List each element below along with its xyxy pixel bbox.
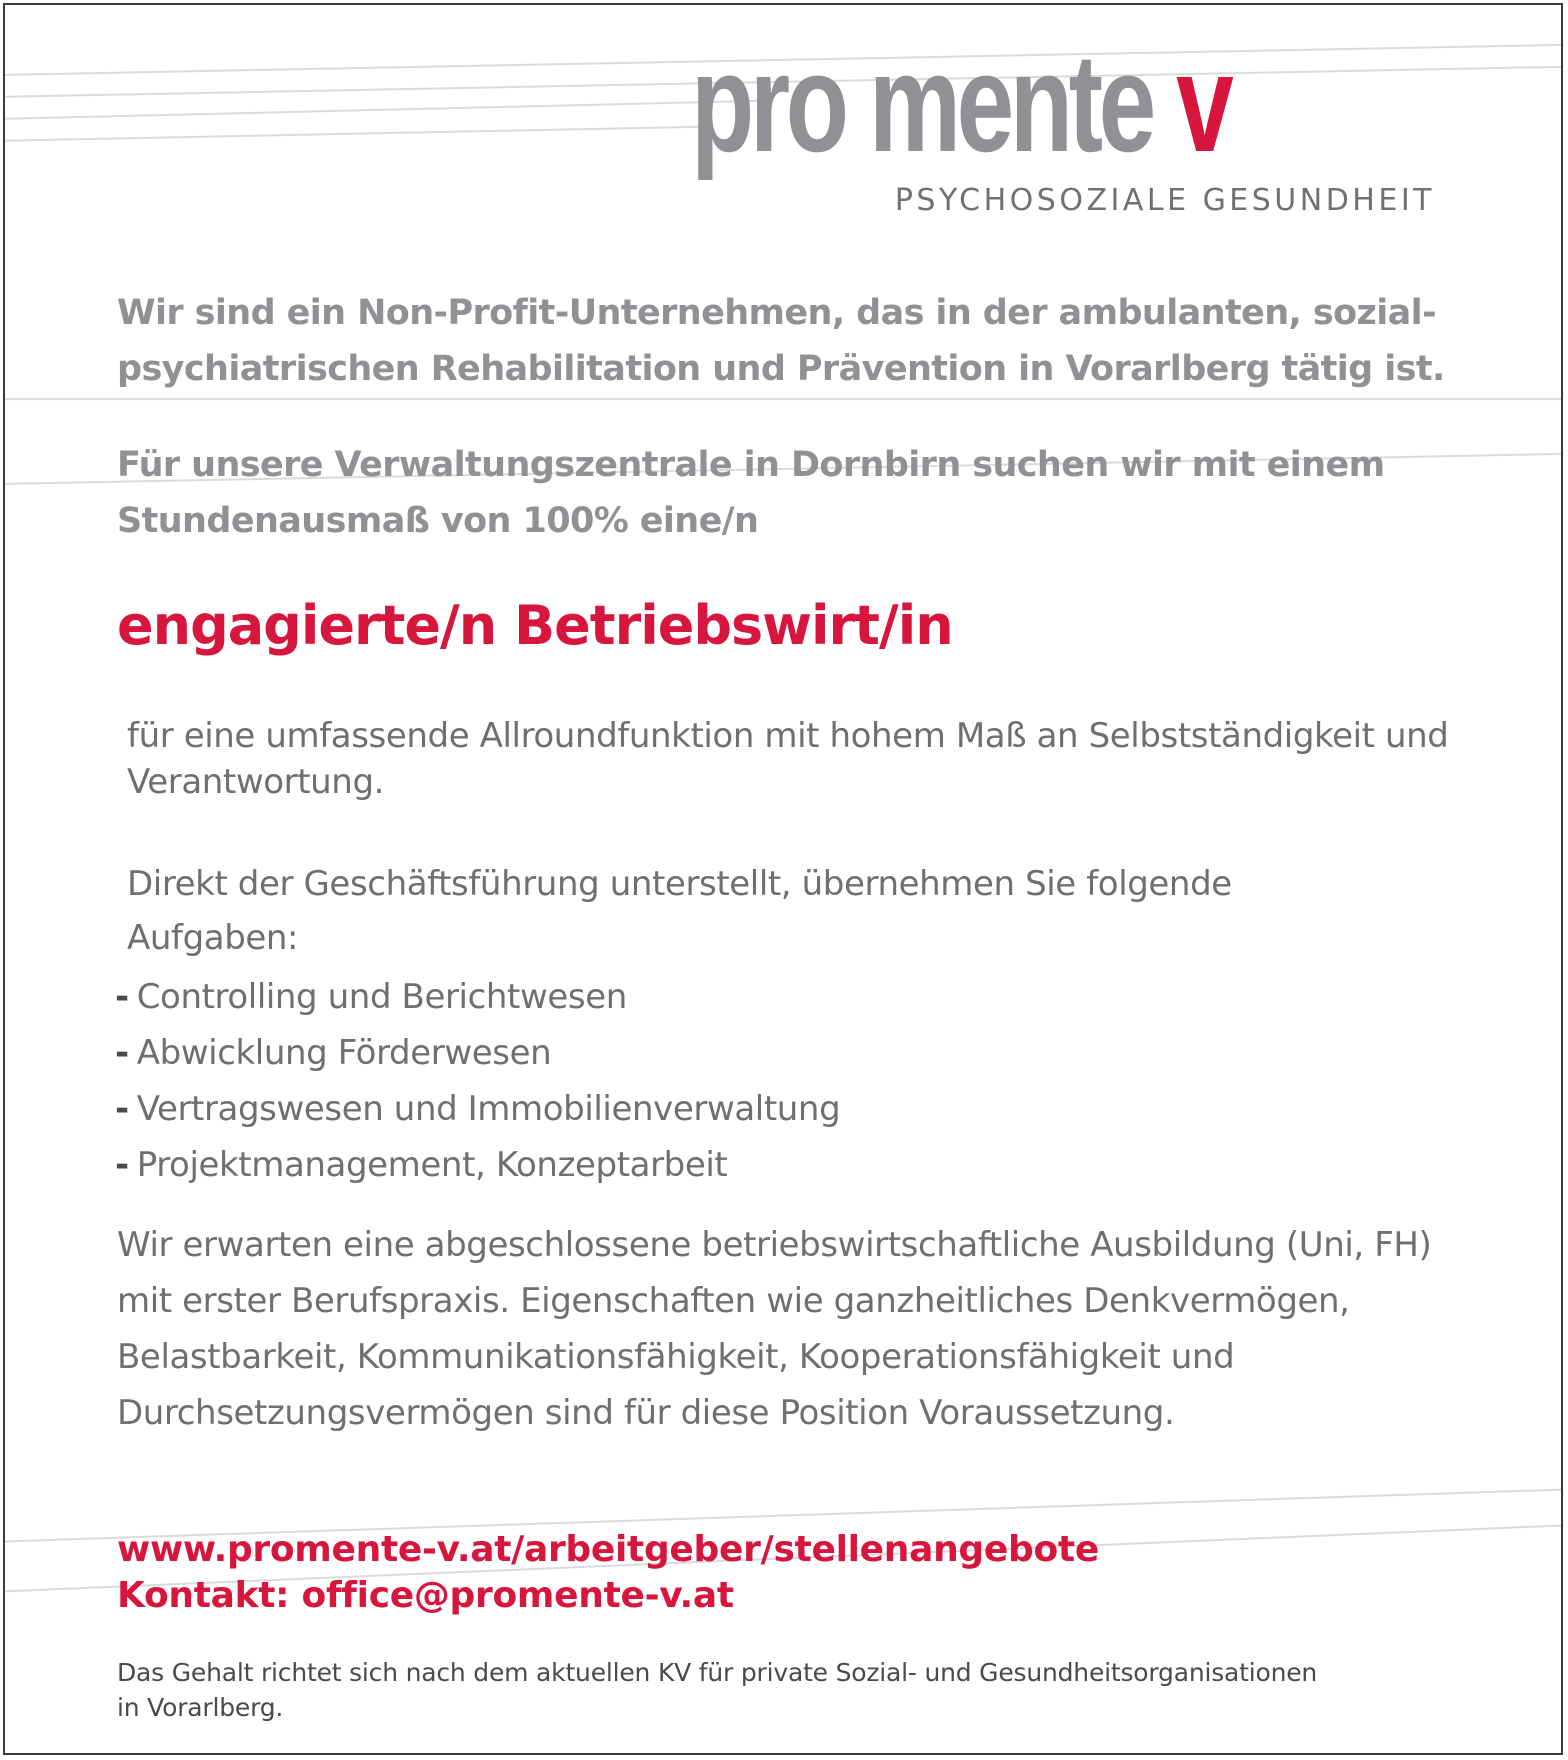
function-line: Verantwortung. (127, 762, 385, 802)
tasks-intro (127, 857, 1232, 965)
function-line: für eine umfassende Allroundfunktion mit hohem Maß an Selbstständigkeit und (127, 716, 1449, 756)
website-link[interactable]: www.promente-v.at/arbeitgeber/stellenangebote (117, 1529, 1099, 1570)
salary-note (117, 1655, 1317, 1725)
search-line: Für unsere Verwaltungszentrale in Dornbirn suchen wir mit einem (117, 445, 1385, 485)
requirements-text (117, 1217, 1431, 1441)
bullet-dash-icon: - (115, 1033, 129, 1073)
tasks-intro-line: Direkt der Geschäftsführung unterstellt, übernehmen Sie folgende (127, 864, 1232, 904)
tasks-list (115, 969, 840, 1193)
decorative-line (5, 101, 763, 119)
salary-note-line: in Vorarlberg. (117, 1693, 284, 1722)
search-text (117, 437, 1385, 549)
requirements-line: Wir erwarten eine abgeschlossene betriebswirtschaftliche Ausbildung (Uni, FH) (117, 1225, 1432, 1265)
requirements-line: Durchsetzungsvermögen sind für diese Position Voraussetzung. (117, 1393, 1175, 1433)
requirements-line: Belastbarkeit, Kommunikationsfähigkeit, Kooperationsfähigkeit und (117, 1337, 1235, 1377)
logo (691, 24, 1230, 181)
function-text (127, 713, 1448, 805)
list-item (115, 1025, 840, 1081)
bullet-dash-icon: - (115, 1089, 129, 1129)
list-item (115, 1137, 840, 1193)
list-item (115, 1081, 840, 1137)
decorative-line (5, 127, 703, 141)
intro-line: psychiatrischen Rehabilitation und Prävention in Vorarlberg tätig ist. (117, 349, 1445, 389)
intro-line: Wir sind ein Non-Profit-Unternehmen, das in der ambulanten, sozial- (117, 293, 1437, 333)
task-label: Abwicklung Förderwesen (136, 1033, 552, 1073)
search-line: Stundenausmaß von 100% eine/n (117, 501, 759, 541)
logo-name: pro mente (691, 24, 1177, 181)
logo-accent: v (1176, 24, 1230, 181)
intro-text (117, 285, 1445, 397)
task-label: Vertragswesen und Immobilienverwaltung (136, 1089, 841, 1129)
contact-block (117, 1527, 1099, 1619)
contact-email[interactable]: Kontakt: office@promente-v.at (117, 1575, 734, 1616)
bullet-dash-icon: - (115, 977, 129, 1017)
salary-note-line: Das Gehalt richtet sich nach dem aktuellen KV für private Sozial- und Gesundheitsorganisationen (117, 1658, 1318, 1687)
list-item (115, 969, 840, 1025)
position-title: engagierte/n Betriebswirt/in (117, 594, 953, 657)
job-advertisement (3, 3, 1563, 1755)
task-label: Projektmanagement, Konzeptarbeit (136, 1145, 728, 1185)
bullet-dash-icon: - (115, 1145, 129, 1185)
task-label: Controlling und Berichtwesen (136, 977, 627, 1017)
requirements-line: mit erster Berufspraxis. Eigenschaften wie ganzheitliches Denkvermögen, (117, 1281, 1350, 1321)
tasks-intro-line: Aufgaben: (127, 918, 299, 958)
logo-tagline: PSYCHOSOZIALE GESUNDHEIT (894, 183, 1435, 218)
